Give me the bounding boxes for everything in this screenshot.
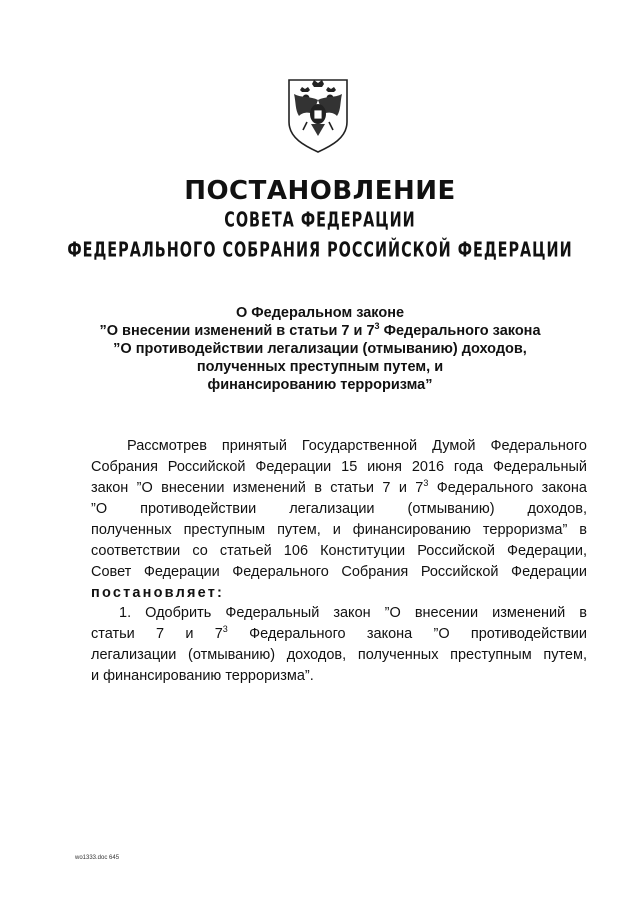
paragraph-text: Федерального закона ”О противодействии — [227, 626, 587, 642]
subject-line: финансированию терроризма” — [207, 377, 433, 393]
paragraph-line — [91, 624, 587, 645]
coat-of-arms-icon — [285, 76, 351, 156]
paragraph-line: и финансированию терроризма”. — [91, 668, 314, 684]
superscript: 3 — [423, 478, 429, 489]
subject-heading — [60, 304, 580, 394]
superscript: 3 — [374, 321, 380, 332]
subject-line: О Федеральном законе — [235, 305, 405, 321]
resolution-keyword: постановляет: — [91, 585, 225, 601]
document-subtitle-line2: ФЕДЕРАЛЬНОГО СОБРАНИЯ РОССИЙСКОЙ ФЕДЕРАЦИИ — [67, 237, 573, 262]
subject-text: Федерального закона — [379, 323, 541, 339]
document-subtitle-line1: СОВЕТА ФЕДЕРАЦИИ — [224, 207, 416, 232]
superscript: 3 — [222, 624, 228, 635]
document-reference: wo1333.doc 645 — [75, 855, 120, 861]
paragraph-line: соответствии со статьей 106 Конституции Российской Федерации, — [91, 543, 587, 559]
paragraph-line: 1. Одобрить Федеральный закон ”О внесении изменений в — [119, 605, 587, 621]
paragraph-line: легализации (отмыванию) доходов, полученных преступным путем, — [91, 647, 587, 663]
subject-line — [60, 322, 580, 340]
preamble-paragraph — [91, 436, 587, 604]
paragraph-text: статьи 7 и 7 — [91, 626, 223, 642]
resolution-item-1 — [91, 603, 587, 687]
paragraph-text: Федерального закона — [428, 480, 587, 496]
paragraph-line: Совет Федерации Федерального Собрания Российской Федерации — [91, 564, 587, 580]
paragraph-line: полученных преступным путем, и финансированию терроризма” в — [91, 522, 587, 538]
paragraph-line — [91, 478, 587, 499]
subject-text: ”О внесении изменений в статьи 7 и 7 — [99, 323, 375, 339]
paragraph-line: Рассмотрев принятый Государственной Думой Федерального — [127, 438, 587, 454]
paragraph-line: Собрания Российской Федерации 15 июня 2016 года Федеральный — [91, 459, 587, 475]
paragraph-text: закон ”О внесении изменений в статьи 7 и 7 — [91, 480, 424, 496]
subject-line: ”О противодействии легализации (отмыванию) доходов, — [113, 341, 527, 357]
paragraph-line: ”О противодействии легализации (отмыванию) доходов, — [91, 501, 587, 517]
subject-line: полученных преступным путем, и — [196, 359, 444, 375]
document-title: ПОСТАНОВЛЕНИЕ — [184, 176, 456, 206]
